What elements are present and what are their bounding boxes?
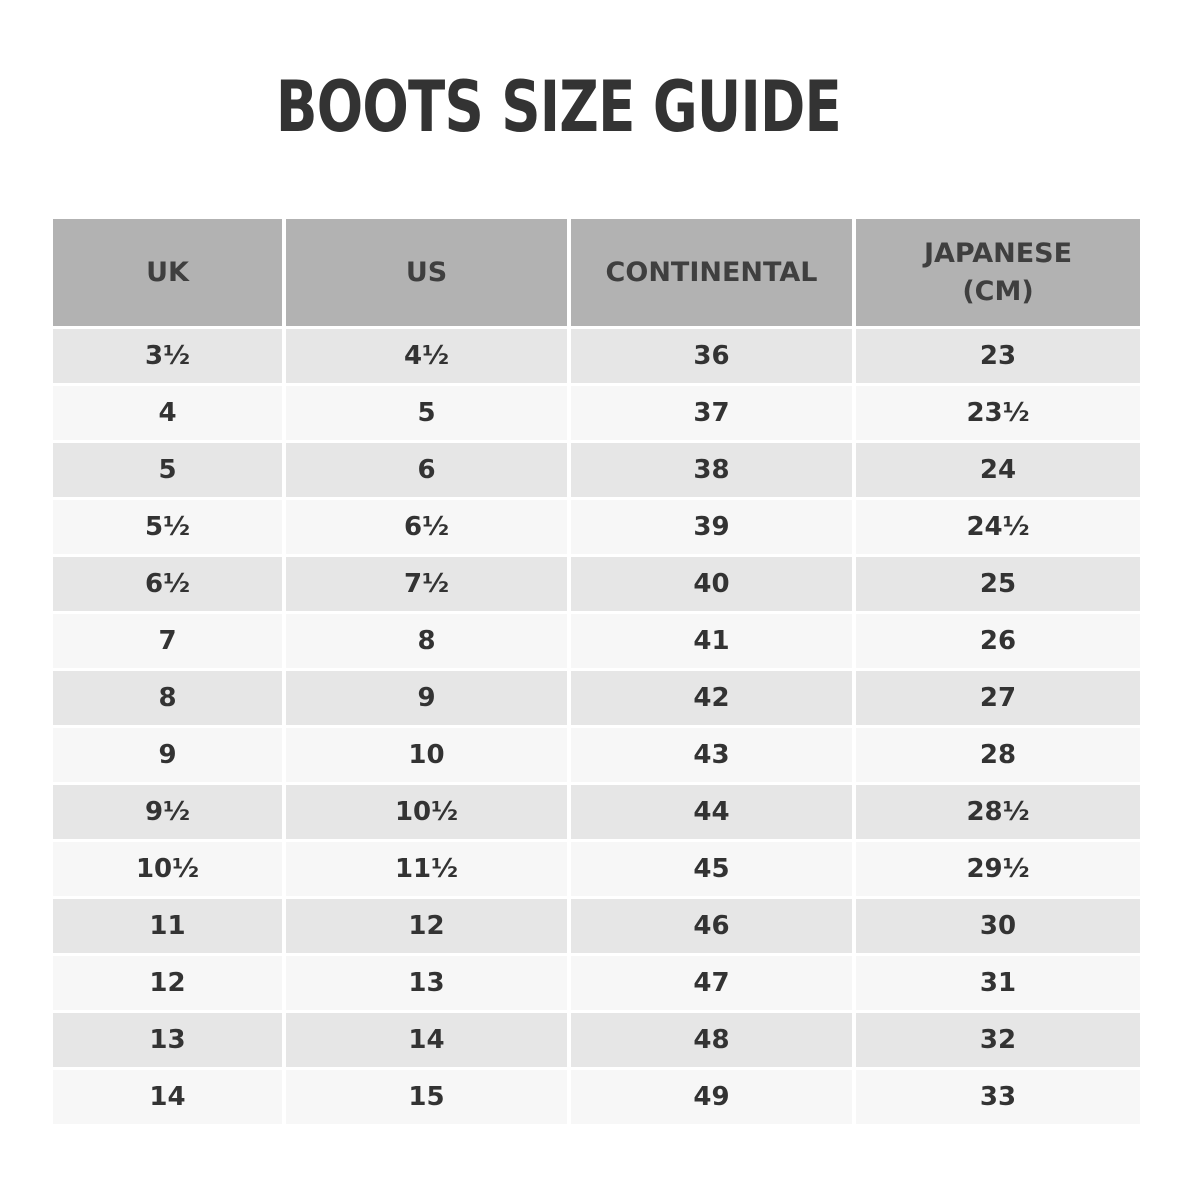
cell-continental: 40: [571, 557, 856, 614]
cell-uk: 7: [53, 614, 286, 671]
cell-us: 10: [286, 728, 571, 785]
cell-us: 6½: [286, 500, 571, 557]
cell-us: 4½: [286, 329, 571, 386]
cell-uk: 5½: [53, 500, 286, 557]
table-row: [53, 614, 1140, 671]
cell-us: 7½: [286, 557, 571, 614]
cell-japanese: 29½: [856, 842, 1140, 899]
cell-continental: 38: [571, 443, 856, 500]
cell-japanese: 27: [856, 671, 1140, 728]
table-row: [53, 329, 1140, 386]
table-row: [53, 899, 1140, 956]
table-row: [53, 728, 1140, 785]
cell-us: 15: [286, 1070, 571, 1127]
cell-continental: 41: [571, 614, 856, 671]
cell-uk: 9: [53, 728, 286, 785]
cell-continental: 45: [571, 842, 856, 899]
cell-japanese: 32: [856, 1013, 1140, 1070]
cell-continental: 39: [571, 500, 856, 557]
cell-uk: 6½: [53, 557, 286, 614]
cell-uk: 5: [53, 443, 286, 500]
table-row: [53, 842, 1140, 899]
table-row: [53, 443, 1140, 500]
cell-continental: 36: [571, 329, 856, 386]
cell-continental: 37: [571, 386, 856, 443]
cell-continental: 49: [571, 1070, 856, 1127]
header-japanese: JAPANESE (CM): [856, 219, 1140, 329]
cell-us: 14: [286, 1013, 571, 1070]
cell-uk: 14: [53, 1070, 286, 1127]
table-body: [53, 329, 1140, 1127]
cell-japanese: 30: [856, 899, 1140, 956]
cell-us: 13: [286, 956, 571, 1013]
table-row: [53, 1070, 1140, 1127]
cell-continental: 43: [571, 728, 856, 785]
cell-uk: 13: [53, 1013, 286, 1070]
cell-japanese: 24½: [856, 500, 1140, 557]
cell-japanese: 25: [856, 557, 1140, 614]
cell-japanese: 23: [856, 329, 1140, 386]
size-table: [53, 219, 1140, 1127]
cell-japanese: 28: [856, 728, 1140, 785]
cell-us: 12: [286, 899, 571, 956]
cell-continental: 47: [571, 956, 856, 1013]
table-row: [53, 956, 1140, 1013]
table-row: [53, 1013, 1140, 1070]
table-header-row: [53, 219, 1140, 329]
cell-uk: 11: [53, 899, 286, 956]
cell-continental: 46: [571, 899, 856, 956]
table-row: [53, 671, 1140, 728]
cell-us: 8: [286, 614, 571, 671]
header-uk: UK: [53, 219, 286, 329]
cell-continental: 48: [571, 1013, 856, 1070]
cell-us: 10½: [286, 785, 571, 842]
cell-japanese: 26: [856, 614, 1140, 671]
cell-us: 5: [286, 386, 571, 443]
header-us: US: [286, 219, 571, 329]
cell-uk: 9½: [53, 785, 286, 842]
cell-japanese: 28½: [856, 785, 1140, 842]
table-row: [53, 785, 1140, 842]
cell-japanese: 31: [856, 956, 1140, 1013]
table-row: [53, 386, 1140, 443]
page-title: BOOTS SIZE GUIDE: [275, 66, 842, 148]
cell-us: 11½: [286, 842, 571, 899]
cell-us: 6: [286, 443, 571, 500]
cell-continental: 44: [571, 785, 856, 842]
cell-continental: 42: [571, 671, 856, 728]
cell-japanese: 24: [856, 443, 1140, 500]
cell-japanese: 33: [856, 1070, 1140, 1127]
header-continental: CONTINENTAL: [571, 219, 856, 329]
cell-japanese: 23½: [856, 386, 1140, 443]
cell-uk: 12: [53, 956, 286, 1013]
cell-uk: 8: [53, 671, 286, 728]
cell-us: 9: [286, 671, 571, 728]
cell-uk: 3½: [53, 329, 286, 386]
table-row: [53, 500, 1140, 557]
table-row: [53, 557, 1140, 614]
cell-uk: 4: [53, 386, 286, 443]
cell-uk: 10½: [53, 842, 286, 899]
